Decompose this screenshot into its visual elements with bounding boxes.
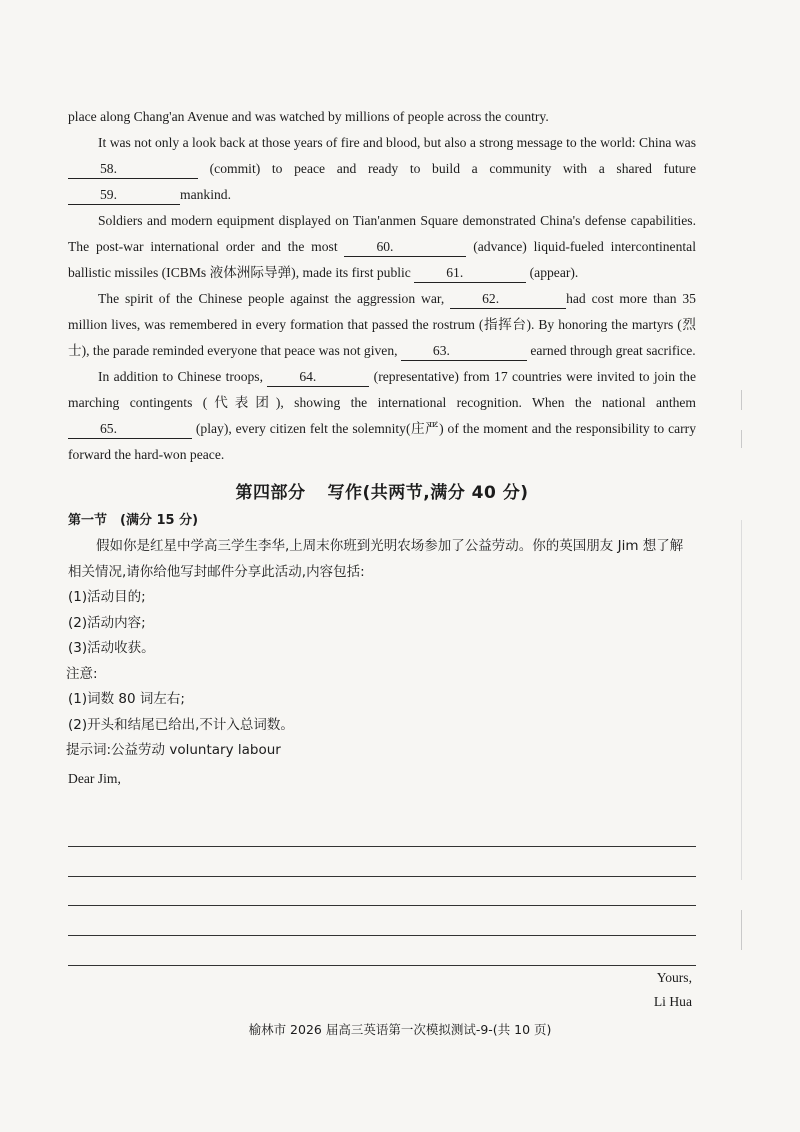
hint-words: 提示词:公益劳动 voluntary labour [66, 742, 281, 758]
passage-text: place along Chang'an Avenue and was watched by millions of people across the country. [68, 109, 549, 124]
passage-text: (advance) liquid-fueled intercontinental ballistic missiles (ICBMs 液体洲际导弹), made its first public [68, 239, 696, 280]
section-one-heading: 第一节 (满分 15 分) [68, 513, 199, 528]
passage-text: mankind. [180, 187, 231, 202]
requirement-item: (1)活动目的; [68, 589, 146, 605]
question-number: 63. [432, 343, 450, 358]
writing-line[interactable] [68, 965, 696, 966]
letter-closing [654, 966, 692, 1014]
question-number: 65. [100, 421, 117, 436]
answer-blank-65[interactable] [68, 420, 192, 439]
note-label: 注意: [66, 665, 98, 682]
question-number: 59. [100, 187, 117, 202]
answer-blank-62[interactable] [450, 290, 566, 309]
answer-blank-64[interactable] [267, 368, 369, 387]
page-footer: 榆林市 2026 届高三英语第一次模拟测试-9-(共 10 页) [248, 1022, 552, 1037]
scan-mark [741, 430, 742, 448]
answer-blank-58[interactable] [68, 160, 198, 179]
question-number: 58. [100, 161, 117, 176]
part-four-title [68, 478, 696, 503]
passage-text: (representative) from 17 countries were invited to join the marching contingents (代表团), showing the international recognition. When the national anthem [68, 369, 696, 410]
exam-page [68, 104, 696, 790]
passage-paragraph-2 [68, 130, 696, 208]
writing-line[interactable] [68, 905, 696, 906]
requirement-item: (3)活动收获。 [68, 640, 155, 656]
passage-text: (commit) to peace and ready to build a community with a shared future [209, 161, 696, 176]
question-number: 61. [446, 265, 464, 280]
note-item: (2)开头和结尾已给出,不计入总词数。 [68, 716, 294, 733]
part-label: 第四部分 [235, 483, 306, 503]
signature-name: Li Hua [653, 994, 692, 1009]
passage-paragraph-3 [68, 208, 696, 286]
passage-text: (play), every citizen felt the solemnity(庄严) of the moment and the responsibility to carry forward the hard-won peace. [68, 421, 696, 462]
writing-prompt: 假如你是红星中学高三学生李华,上周末你班到光明农场参加了公益劳动。你的英国朋友 Jim 想了解相关情况,请你给他写封邮件分享此活动,内容包括: [68, 538, 684, 580]
passage-text: Soldiers and modern equipment displayed on Tian'anmen Square demonstrated China's defense capabilities. The post-war international order and the most [68, 213, 696, 254]
passage-text: The spirit of the Chinese people against the aggression war, [98, 291, 445, 306]
writing-line[interactable] [68, 935, 696, 936]
passage-text: (appear). [529, 265, 579, 280]
scan-mark [741, 520, 742, 880]
question-number: 64. [299, 369, 317, 384]
passage-paragraph-4 [68, 286, 696, 364]
passage-paragraph-5 [68, 364, 696, 468]
part-subtitle: 写作(共两节,满分 40 分) [327, 483, 529, 503]
passage-text: China was [639, 135, 697, 150]
scan-mark [741, 910, 742, 950]
passage-paragraph-1 [68, 104, 696, 130]
answer-blank-60[interactable] [344, 238, 466, 257]
passage-text: It was not only a look back at those years of fire and blood, but also a strong message to the world: [98, 135, 636, 150]
question-number: 60. [376, 239, 394, 254]
answer-blank-59[interactable] [68, 186, 180, 205]
closing-word: Yours, [656, 970, 692, 985]
passage-text: had cost more than 35 million lives, was remembered in every formation that passed the rostrum (指挥台). By honoring the martyrs (烈士), the parade reminded everyone that peace was not given, [68, 291, 696, 358]
letter-greeting: Dear Jim, [68, 770, 121, 786]
note-item: (1)词数 80 词左右; [68, 691, 185, 707]
writing-line[interactable] [68, 876, 696, 877]
question-number: 62. [482, 291, 500, 306]
answer-blank-61[interactable] [414, 264, 526, 283]
passage-text: In addition to Chinese troops, [98, 369, 263, 384]
passage-text: earned through great sacrifice. [530, 343, 696, 358]
answer-blank-63[interactable] [401, 342, 527, 361]
requirement-item: (2)活动内容; [68, 614, 146, 631]
writing-line[interactable] [68, 846, 696, 847]
scan-mark [741, 390, 742, 410]
